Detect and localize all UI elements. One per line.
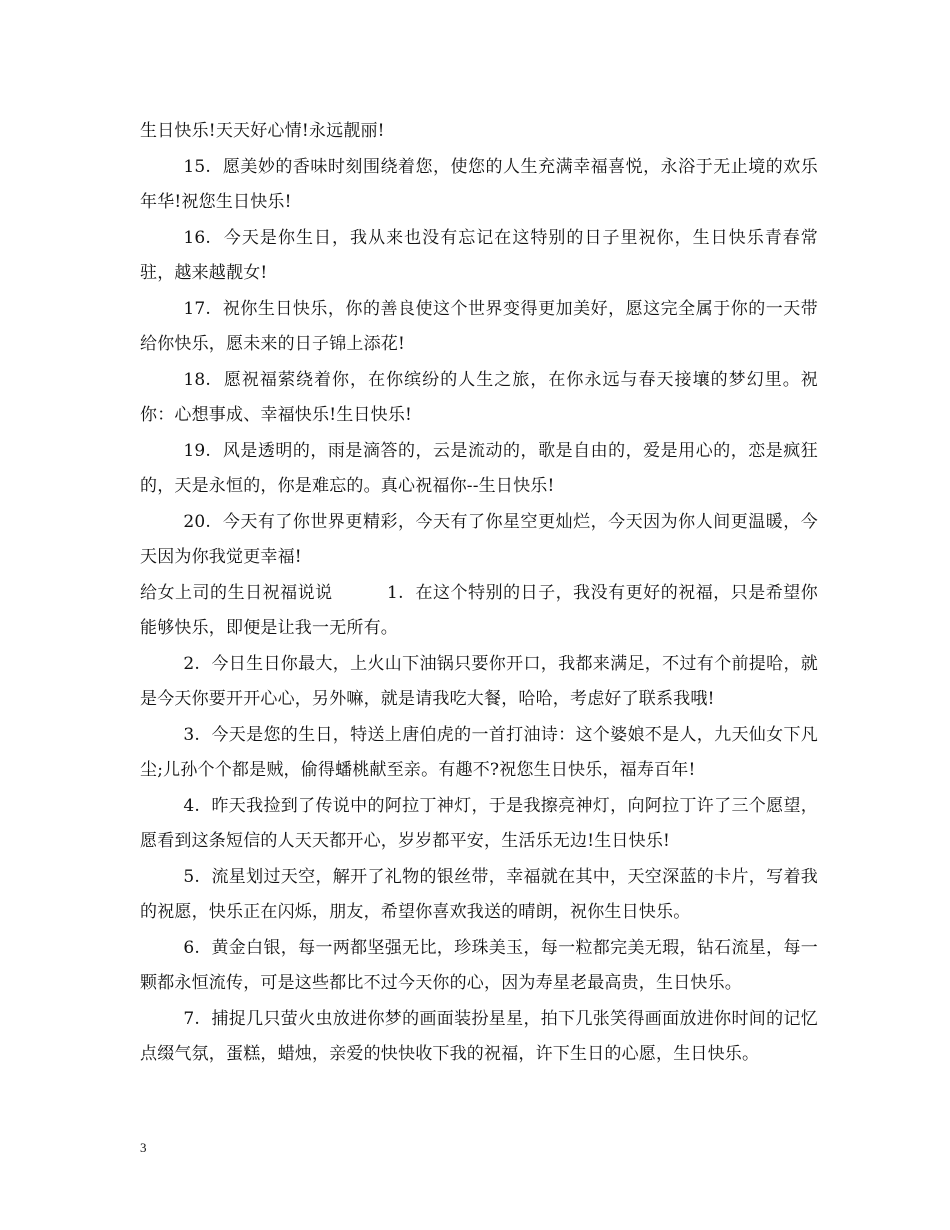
item-number: 5. [183, 866, 200, 887]
document-body [140, 114, 818, 1073]
item-text: 愿美妙的香味时刻围绕着您，使您的人生充满幸福喜悦，永浴于无止境的欢乐年华!祝您生日快乐! [140, 156, 818, 212]
item-number: 19. [183, 440, 211, 461]
intro-line: 生日快乐!天天好心情!永远靓丽! [140, 121, 385, 141]
item-number: 20. [183, 511, 211, 532]
item-text: 今天有了你世界更精彩，今天有了你星空更灿烂，今天因为你人间更温暖，今天因为你我觉更幸福! [140, 511, 818, 567]
list-item-19 [140, 434, 818, 505]
section-heading: 给女上司的生日祝福说说 [140, 582, 333, 603]
item-text: 捕捉几只萤火虫放进你梦的画面装扮星星，拍下几张笑得画面放进你时间的记忆点缀气氛，蛋糕，蜡烛，亲爱的快快收下我的祝福，许下生日的心愿，生日快乐。 [140, 1008, 818, 1064]
item-text: 昨天我捡到了传说中的阿拉丁神灯，于是我擦亮神灯，向阿拉丁许了三个愿望，愿看到这条短信的人天天都开心，岁岁都平安，生活乐无边!生日快乐! [140, 795, 818, 851]
item-text: 流星划过天空，解开了礼物的银丝带，幸福就在其中，天空深蓝的卡片，写着我的祝愿，快乐正在闪烁，朋友，希望你喜欢我送的晴朗，祝你生日快乐。 [140, 866, 818, 922]
item-number: 7. [183, 1008, 200, 1029]
list-item-15 [140, 150, 818, 221]
item-text: 风是透明的，雨是滴答的，云是流动的，歌是自由的，爱是用心的，恋是疯狂的，天是永恒的，你是难忘的。真心祝福你--生日快乐! [140, 440, 818, 496]
list-item-16 [140, 221, 818, 292]
item-number: 3. [183, 724, 200, 745]
item-text: 愿祝福萦绕着你，在你缤纷的人生之旅，在你永远与春天接壤的梦幻里。祝你：心想事成、幸福快乐!生日快乐! [140, 369, 818, 425]
list-item-20 [140, 505, 818, 576]
item-number: 15. [183, 156, 211, 177]
section-heading-paragraph [140, 576, 818, 647]
item-number: 4. [183, 795, 200, 816]
item-text: 今天是您的生日，特送上唐伯虎的一首打油诗：这个婆娘不是人，九天仙女下凡尘;儿孙个个都是贼，偷得蟠桃献至亲。有趣不?祝您生日快乐，福寿百年! [140, 724, 818, 780]
item-number: 16. [183, 227, 211, 248]
item-number: 1. [387, 582, 404, 603]
page-number: 3 [140, 1140, 147, 1155]
list-item-17 [140, 292, 818, 363]
item-text: 今日生日你最大，上火山下油锅只要你开口，我都来满足，不过有个前提哈，就是今天你要开开心心，另外嘛，就是请我吃大餐，哈哈，考虑好了联系我哦! [140, 653, 818, 709]
list-item-7 [140, 1002, 818, 1073]
list-item-5 [140, 860, 818, 931]
item-text: 今天是你生日，我从来也没有忘记在这特别的日子里祝你，生日快乐青春常驻，越来越靓女! [140, 227, 818, 283]
item-text: 祝你生日快乐，你的善良使这个世界变得更加美好，愿这完全属于你的一天带给你快乐，愿未来的日子锦上添花! [140, 298, 818, 354]
item-number: 18. [183, 369, 211, 390]
list-item-3 [140, 718, 818, 789]
list-item-6 [140, 931, 818, 1002]
list-item-2 [140, 647, 818, 718]
item-text: 在这个特别的日子，我没有更好的祝福，只是希望你能够快乐，即便是让我一无所有。 [140, 582, 818, 638]
list-item-18 [140, 363, 818, 434]
item-number: 6. [183, 937, 200, 958]
item-text: 黄金白银，每一两都坚强无比，珍珠美玉，每一粒都完美无瑕，钻石流星，每一颗都永恒流传，可是这些都比不过今天你的心，因为寿星老最高贵，生日快乐。 [140, 937, 818, 993]
item-number: 17. [183, 298, 211, 319]
list-item-4 [140, 789, 818, 860]
item-number: 2. [183, 653, 200, 674]
